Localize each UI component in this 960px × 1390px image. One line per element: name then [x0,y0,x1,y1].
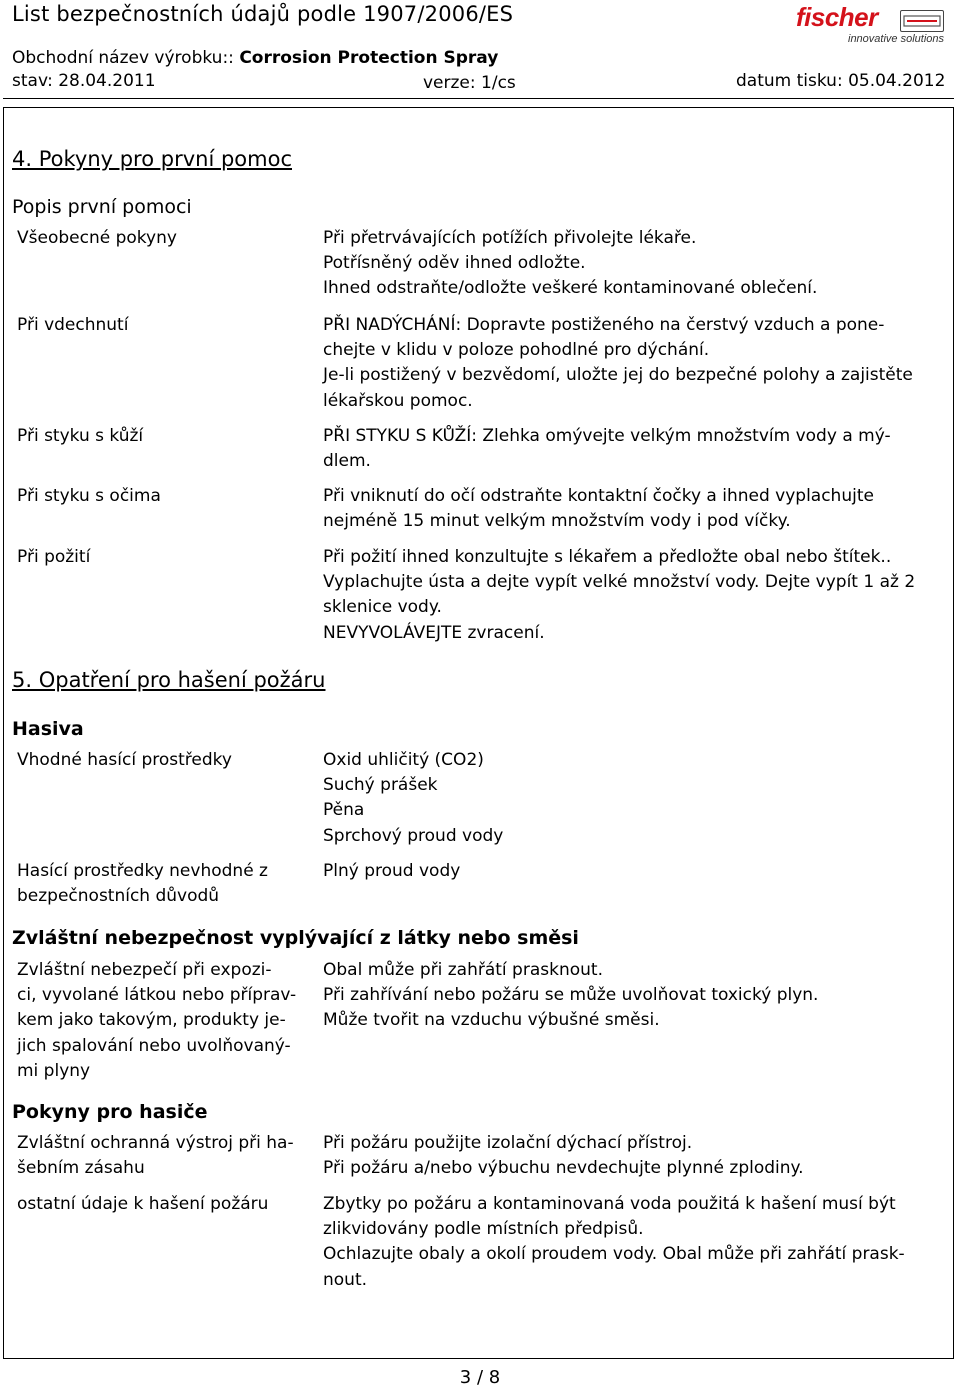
text-line: Vyplachujte ústa a dejte vypít velké množství vody. Dejte vypít 1 až 2 [323,572,916,593]
text-line: zlikvidovány podle místních předpisů. [323,1219,644,1240]
text-line: Ihned odstraňte/odložte veškeré kontaminované oblečení. [323,278,818,299]
text-line: NEVYVOLÁVEJTE zvracení. [323,622,545,643]
text-line: PŘI STYKU S KŮŽÍ: Zlehka omývejte velkým množstvím vody a mý- [323,426,891,446]
text-line: Ochlazujte obaly a okolí proudem vody. Obal může při zahřátí prask- [323,1244,905,1265]
text-line: mi plyny [17,1060,91,1081]
text-line: Hasící prostředky nevhodné z [17,861,268,881]
text-line: šebním zásahu [17,1158,145,1179]
row-value-ingestion [323,545,943,646]
text-line: Při požáru a/nebo výbuchu nevdechujte plynné zplodiny. [323,1158,804,1179]
row-value-suitable-media [323,748,943,849]
text-line: Plný proud vody [323,861,461,881]
row-label-special-hazards [17,958,307,1084]
text-line: Při styku s kůží [17,426,144,446]
text-line: ci, vyvolané látkou nebo příprav- [17,985,297,1006]
text-line: chejte v klidu v poloze pohodlné pro dýchání. [323,340,710,361]
text-line: nout. [323,1269,368,1290]
text-line: PŘI NADÝCHÁNÍ: Dopravte postiženého na čerstvý vzduch a pone- [323,315,885,335]
logo-tagline: innovative solutions [848,33,945,45]
row-label-inhalation [17,313,307,338]
row-label-unsuitable-media [17,859,307,909]
print-date: datum tisku: 05.04.2012 [736,71,946,91]
text-line: Při styku s očima [17,486,161,506]
row-value-special-hazards [323,958,943,1034]
row-label-protective-equipment [17,1131,307,1181]
row-label-suitable-media [17,748,307,773]
text-line: Je-li postižený v bezvědomí, uložte jej do bezpečné polohy a zajistěte [323,365,913,386]
row-label-other-info [17,1192,307,1217]
row-value-skin [323,424,943,474]
text-line: Suchý prášek [323,775,438,796]
text-line: bezpečnostních důvodů [17,886,220,907]
row-value-unsuitable-media [323,859,943,884]
trade-name-value: Corrosion Protection Spray [239,48,499,68]
text-line: jich spalování nebo uvolňovaný- [17,1035,291,1056]
row-label-eyes [17,484,307,509]
text-line: Obal může při zahřátí prasknout. [323,960,603,980]
firefighters-subtitle: Pokyny pro hasiče [12,1101,208,1123]
text-line: dlem. [323,451,371,472]
text-line: Zvláštní nebezpečí při expozi- [17,960,272,980]
text-line: Při vdechnutí [17,315,129,335]
header-divider [3,98,954,99]
text-line: Zbytky po požáru a kontaminovaná voda použitá k hašení musí být [323,1194,896,1214]
row-value-protective-equipment [323,1131,943,1181]
text-line: Může tvořit na vzduchu výbušné směsi. [323,1010,660,1031]
trade-name-label: Obchodní název výrobku:: [12,48,234,68]
text-line: Sprchový proud vody [323,825,504,846]
row-value-general [323,226,943,302]
row-value-eyes [323,484,943,534]
version: verze: 1/cs [423,73,516,93]
logo-emblem-icon [900,10,944,32]
text-line: Při zahřívání nebo požáru se může uvolňovat toxický plyn. [323,985,819,1006]
row-value-other-info [323,1192,943,1293]
text-line: Při přetrvávajících potížích přivolejte lékaře. [323,228,697,248]
text-line: Vhodné hasící prostředky [17,750,232,770]
text-line: Všeobecné pokyny [17,228,177,248]
text-line: Potřísněný oděv ihned odložte. [323,253,586,274]
text-line: kem jako takovým, produkty je- [17,1010,286,1031]
text-line: nejméně 15 minut velkým množstvím vody i pod víčky. [323,511,791,532]
text-line: Pěna [323,800,365,821]
hazards-subtitle: Zvláštní nebezpečnost vyplývající z látky nebo směsi [12,927,579,949]
text-line: ostatní údaje k hašení požáru [17,1194,269,1214]
text-line: lékařskou pomoc. [323,390,473,411]
row-label-skin [17,424,307,449]
document-title: List bezpečnostních údajů podle 1907/2006/ES [12,2,514,26]
text-line: Zvláštní ochranná výstroj při ha- [17,1133,294,1153]
row-label-general [17,226,307,251]
trade-name-line [12,48,498,68]
text-line: Při požáru použijte izolační dýchací přístroj. [323,1133,693,1153]
row-value-inhalation [323,313,943,414]
text-line: Při požití [17,547,91,567]
text-line: Při požití ihned konzultujte s lékařem a předložte obal nebo štítek.. [323,547,892,567]
status-date: stav: 28.04.2011 [12,71,156,91]
section-4-subtitle: Popis první pomoci [12,196,192,218]
hasiva-subtitle: Hasiva [12,718,84,740]
section-5-title: 5. Opatření pro hašení požáru [12,668,326,692]
section-4-title: 4. Pokyny pro první pomoc [12,147,292,171]
text-line: sklenice vody. [323,597,442,618]
text-line: Oxid uhličitý (CO2) [323,750,484,770]
logo-wordmark: fischer [796,2,878,32]
text-line: Při vniknutí do očí odstraňte kontaktní čočky a ihned vyplachujte [323,486,874,506]
fischer-logo [796,2,954,46]
row-label-ingestion [17,545,307,570]
page-number: 3 / 8 [459,1367,501,1388]
